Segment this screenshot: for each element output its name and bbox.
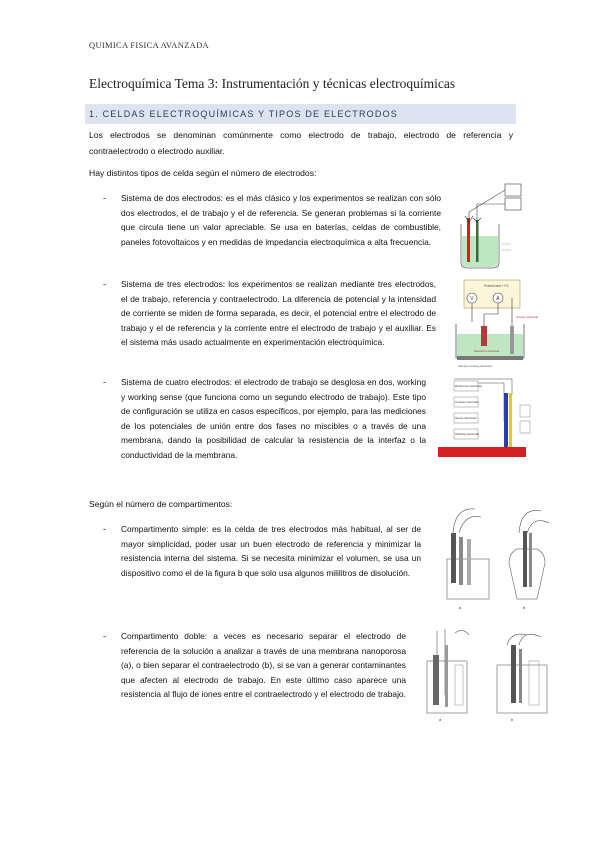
fig3-potentiostat-label: Potentiostat + PC xyxy=(484,284,509,288)
fig5-label-b: b xyxy=(523,605,526,610)
fig4-working-label: Working electrode xyxy=(455,432,480,436)
bullet-dash: - xyxy=(103,279,106,289)
section-heading: 1. CELDAS ELECTROQUÍMICAS Y TIPOS DE ELECTRODOS xyxy=(89,109,398,119)
fig4-sense-label: Sense electrode xyxy=(455,416,477,420)
fig6-label-b: b xyxy=(511,717,514,722)
bullet-dash: - xyxy=(103,524,106,534)
bullet-four-electrodes: Sistema de cuatro electrodos: el electrodo de trabajo se desglosa en dos, working y working sense (que funciona como un segundo electrodo de trabajo). Este tipo de configuración se utiliza en casos específicos, por ejemplo, para las mediciones de los potenciales de unión entre dos fases no miscibles o a través de una membrana, dando la posibilidad de calcular la resistencia de la interfaz o la conductividad de la membrana. xyxy=(121,377,426,460)
document-header: QUIMICA FISICA AVANZADA xyxy=(89,40,209,50)
figure-double-compartment-cells xyxy=(415,625,563,723)
fig4-counter-label: Counter electrode xyxy=(455,400,479,404)
figure-two-electrode-cell xyxy=(453,182,525,270)
fig3-ammeter-label: A xyxy=(496,296,500,302)
bullet-two-electrodes: Sistema de dos electrodos: es el más clásico y los experimentos se realizan con sólo dos electrodos, el de trabajo y el de referencia. Se generan problemas si la corriente que circula tiene un valor apreciable. Se usa en baterías, celdas de combustible, paneles fotovoltaicos y en medidas de impedancia electroquímica a alta frecuencia. xyxy=(121,193,441,247)
fig3-reference-label: Reference electrode xyxy=(474,349,500,353)
bullet-double-compartment: Compartimento doble: a veces es necesario separar el electrodo de referencia de la solución a analizar a través de una membrana nanoporosa (a), o bien separar el contraelectrodo (b), si se van a generar contaminantes que afecten al electrodo de trabajo. En este último caso aparece una resistencia al flujo de iones entre el contraelectrodo y el electrodo de trabajo. xyxy=(121,631,406,699)
fig3-counter-label: Counter electrode xyxy=(516,315,539,319)
intro-paragraph: Los electrodos se denominan comúnmente como electrodo de trabajo, electrodo de referencia y contraelectrodo o electrodo auxiliar. xyxy=(89,130,513,156)
fig3-voltmeter-label: V xyxy=(470,296,474,302)
types-intro: Hay distintos tipos de celda según el número de electrodos: xyxy=(89,168,317,178)
compartments-intro: Según el número de compartimentos: xyxy=(89,499,233,509)
bullet-dash: - xyxy=(103,193,106,203)
fig4-reference-label: Reference electrode xyxy=(455,384,483,388)
figure-single-compartment-cells xyxy=(425,503,560,613)
fig5-label-a: a xyxy=(459,605,462,610)
bullet-three-electrodes: Sistema de tres electrodos: los experimentos se realizan mediante tres electrodos, el de trabajo, referencia y contraelectrodo. La diferencia de potencial y la intensidad de corriente se miden de forma separada, es decir, el potencial entre el electrodo de trabajo y el de referencia y la corriente entre el electrodo de trabajo y el auxiliar. Es el sistema más usado actualmente en experimentación electroquímica. xyxy=(121,279,436,347)
figure-four-electrode-cell xyxy=(432,375,532,465)
section-heading-bar xyxy=(85,104,516,124)
document-title: Electroquímica Tema 3: Instrumentación y técnicas electroquímicas xyxy=(89,76,456,91)
fig3-sample-label: Sample (working electrode) xyxy=(458,364,493,368)
fig6-label-a: a xyxy=(439,717,442,722)
bullet-dash: - xyxy=(103,377,106,387)
bullet-single-compartment: Compartimento simple: es la celda de tres electrodos más habitual, al ser de mayor simplicidad, poder usar un buen electrodo de referencia y minimizar la resistencia interna del sistema. Si se necesita minimizar el volumen, se usa un dispositivo como el de la figura b que solo usa algunos mililitros de disolución. xyxy=(121,524,421,578)
bullet-dash: - xyxy=(103,631,106,641)
figure-three-electrode-cell xyxy=(450,278,539,370)
